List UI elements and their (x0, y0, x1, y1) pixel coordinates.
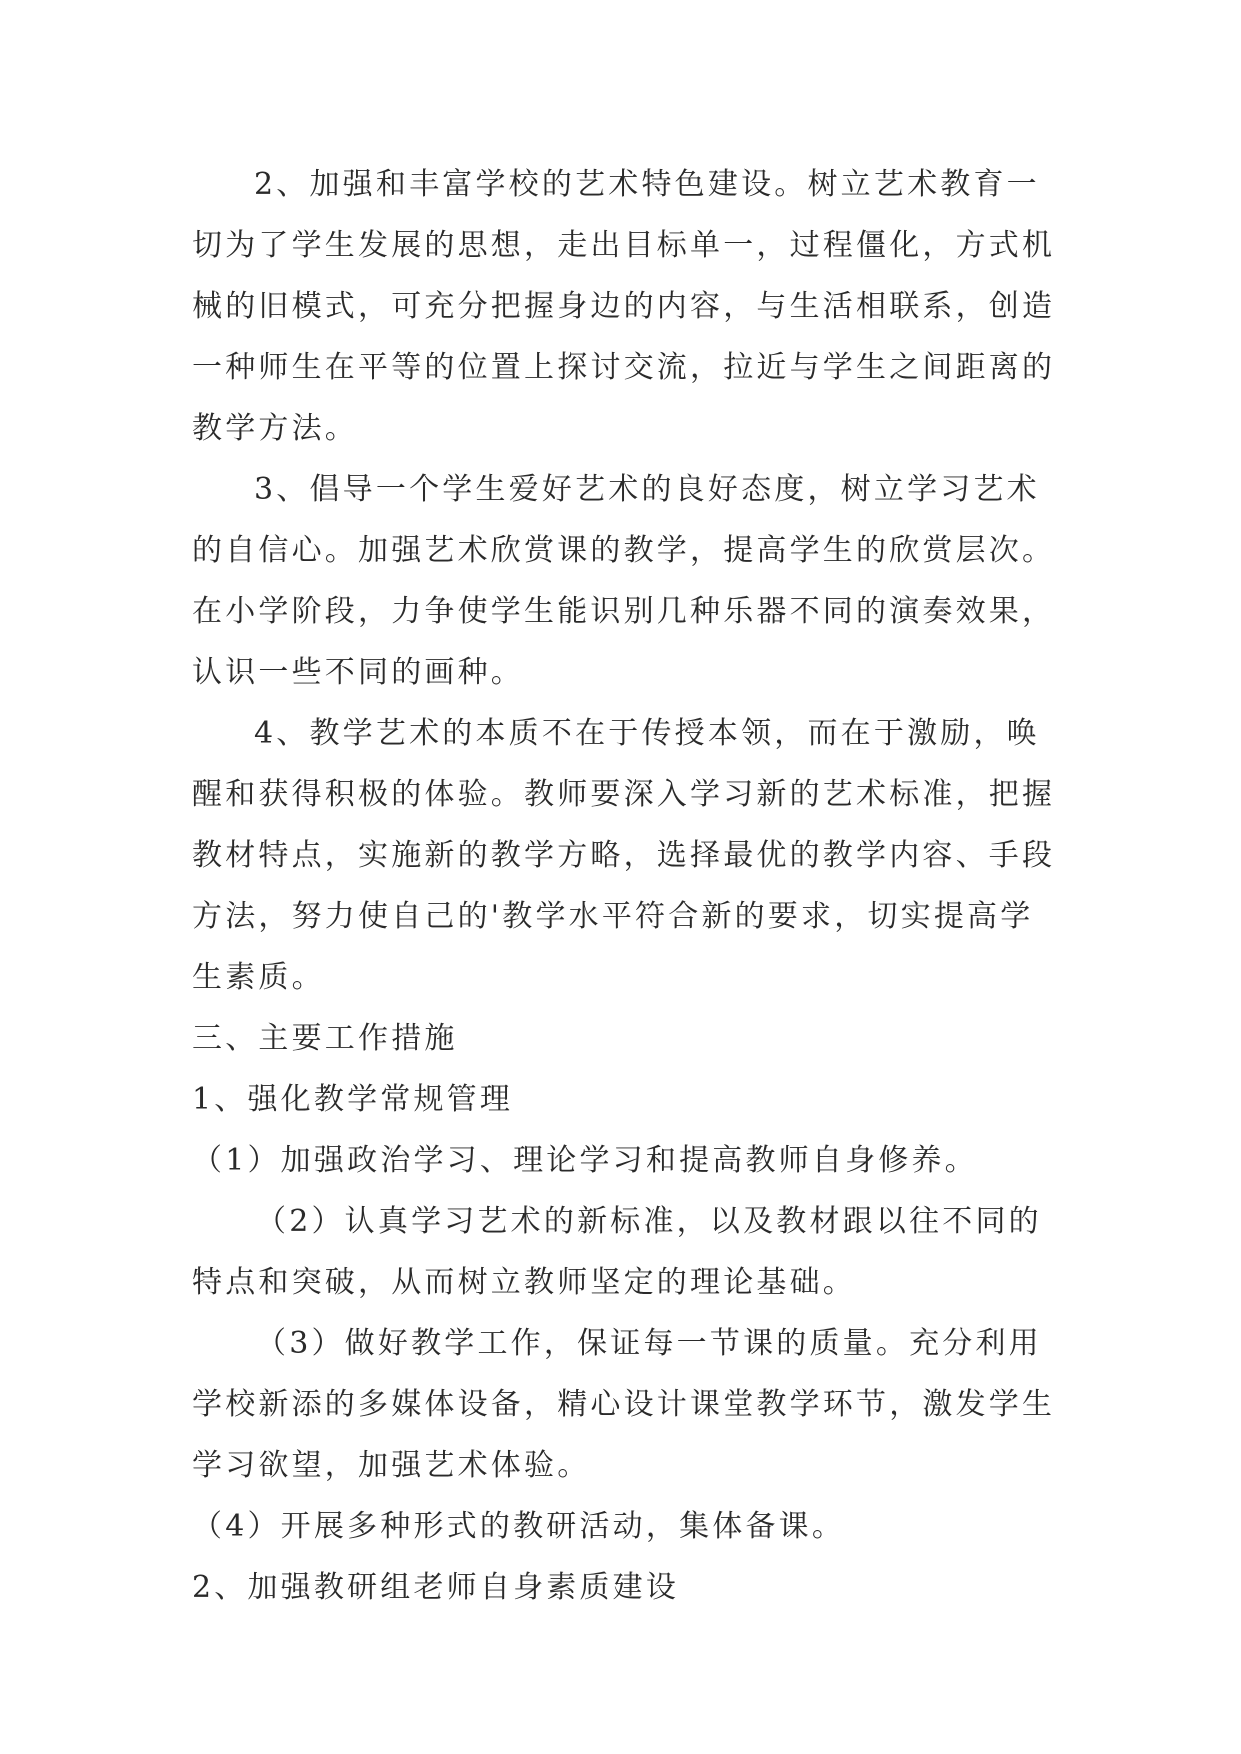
paragraph-art-attitude: 3、倡导一个学生爱好艺术的良好态度，树立学习艺术的自信心。加强艺术欣赏课的教学，提高学生的欣赏层次。在小学阶段，力争使学生能识别几种乐器不同的演奏效果，认识一些不同的画种。 (192, 472, 1056, 690)
document-body (192, 154, 1064, 1618)
section-heading-measures: 三、主要工作措施 (192, 1021, 458, 1056)
list-item-new-standard: （2）认真学习艺术的新标准，以及教材跟以往不同的特点和突破，从而树立教师坚定的理论基础。 (192, 1204, 1042, 1300)
list-item-research-activities: （4）开展多种形式的教研活动，集体备课。 (192, 1509, 846, 1544)
list-item-teaching-work: （3）做好教学工作，保证每一节课的质量。充分利用学校新添的多媒体设备，精心设计课堂教学环节，激发学生学习欲望，加强艺术体验。 (192, 1326, 1056, 1483)
paragraph-art-feature: 2、加强和丰富学校的艺术特色建设。树立艺术教育一切为了学生发展的思想，走出目标单一，过程僵化，方式机械的旧模式，可充分把握身边的内容，与生活相联系，创造一种师生在平等的位置上探讨交流，拉近与学生之间距离的教学方法。 (192, 167, 1056, 446)
paragraph-art-essence: 4、教学艺术的本质不在于传授本领，而在于激励，唤醒和获得积极的体验。教师要深入学习新的艺术标准，把握教材特点，实施新的教学方略，选择最优的教学内容、手段方法，努力使自己的'教学水平符合新的要求，切实提高学生素质。 (192, 716, 1056, 995)
list-item-political-study: （1）加强政治学习、理论学习和提高教师自身修养。 (192, 1143, 978, 1178)
subheading-teacher-quality: 2、加强教研组老师自身素质建设 (192, 1570, 680, 1605)
subheading-routine-management: 1、强化教学常规管理 (192, 1082, 514, 1117)
